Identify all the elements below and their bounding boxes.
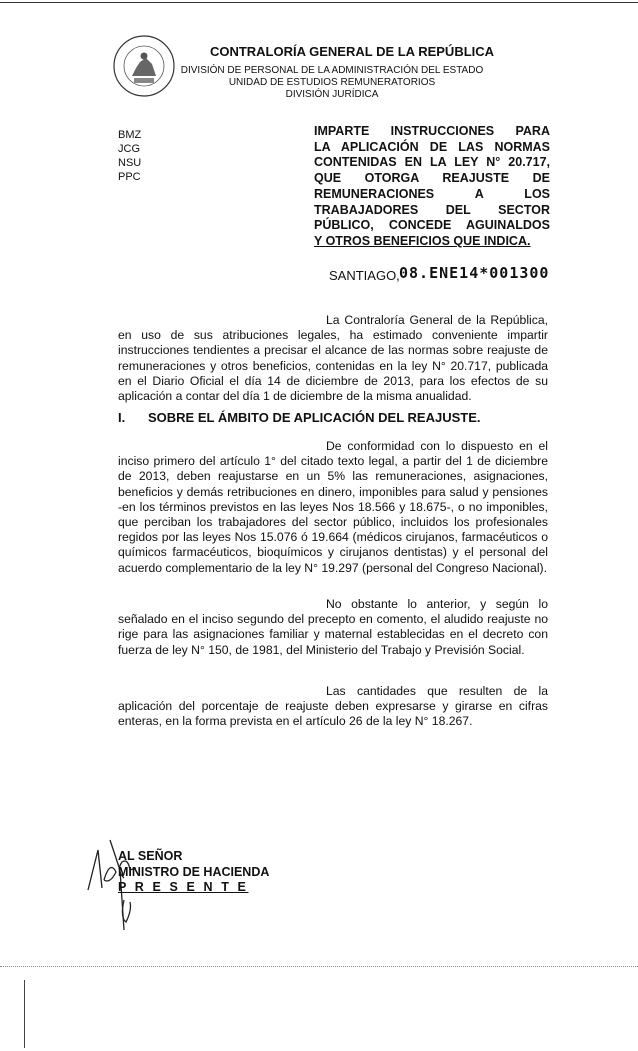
addressee-line: MINISTRO DE HACIENDA [118,864,270,879]
addressee-block [118,849,269,896]
division-line-1: DIVISIÓN DE PERSONAL DE LA ADMINISTRACIÓN DEL ESTADO [180,65,484,76]
paragraph-1-text: La Contraloría General de la República, en uso de sus atribuciones legales, ha estimado conveniente impartir instrucciones tendientes a precisar el alcance de las normas sobre reajuste de remuneraciones y otros beneficios, contenidas en la ley N° 20.717, publicada en el Diario Oficial el día 14 de diciembre de 2013, para los efectos de su aplicación a contar del día 1 de diciembre de la misma anualidad. [118,313,548,404]
document-number-stamp: 08.ENE14*001300 [399,264,550,282]
subject-block [314,124,550,250]
subject-line: REMUNERACIONES A LOS [314,186,550,201]
top-rule [0,2,638,3]
dotted-divider [0,966,638,968]
institution-title: CONTRALORÍA GENERAL DE LA REPÚBLICA [209,44,495,59]
subject-line: TRABAJADORES DEL SECTOR [314,202,550,217]
division-line-3: DIVISIÓN JURÍDICA [285,89,379,100]
initial: JCG [118,143,140,155]
paragraph-4-text: Las cantidades que resulten de la aplicación del porcentaje de reajuste deben expresarse y girarse en cifras enteras, en la forma prevista en el artículo 26 de la ley N° 18.267. [118,684,548,729]
addressee-presente: P R E S E N T E [118,880,249,894]
paragraph-1 [118,313,548,404]
reference-initials [118,128,141,184]
subject-line: CONTENIDAS EN LA LEY N° 20.717, [314,155,550,170]
paragraph-2-text: De conformidad con lo dispuesto en el inciso primero del artículo 1° del citado texto legal, a partir del 1 de diciembre de 2013, deben reajustarse en un 5% las remuneraciones, asignaciones, beneficios y demás retribuciones en dinero, imponibles para salud y pensiones -en los términos previstos en las leyes Nos 18.566 y 18.675-, o no imponibles, que perciban los trabajadores del sector público, incluidos los profesionales regidos por las leyes Nos 15.076 ó 19.664 (médicos cirujanos, farmacéuticos o químicos farmacéuticos, bioquímicos y cirujanos dentistas) y el personal del acuerdo complementario de la ley N° 19.297 (personal del Congreso Nacional). [118,439,548,575]
contraloria-seal-icon [112,34,176,98]
section-heading [118,410,481,425]
addressee-line: AL SEÑOR [118,849,183,863]
initial: PPC [118,171,141,183]
initial: BMZ [118,129,142,141]
dateline-city: SANTIAGO, [329,268,400,283]
initial: NSU [118,157,142,169]
subject-line: PÚBLICO, CONCEDE AGUINALDOS [314,218,550,233]
subject-line: Y OTROS BENEFICIOS QUE INDICA. [314,233,531,248]
paragraph-3 [118,597,548,658]
division-line-2: UNIDAD DE ESTUDIOS REMUNERATORIOS [228,77,436,88]
paragraph-4 [118,684,548,730]
subject-line: IMPARTE INSTRUCCIONES PARA [314,124,550,138]
paragraph-3-text: No obstante lo anterior, y según lo señalado en el inciso segundo del precepto en comento, el aludido reajuste no rige para las asignaciones familiar y maternal establecidas en el decreto con fuerza de ley N° 150, de 1981, del Ministerio del Trabajo y Previsión Social. [118,597,548,657]
section-number: I. [118,410,126,425]
subject-line: LA APLICACIÓN DE LAS NORMAS [314,139,550,154]
paragraph-2 [118,439,548,576]
subject-line: QUE OTORGA REAJUSTE DE [314,171,550,186]
section-title: SOBRE EL ÁMBITO DE APLICACIÓN DEL REAJUSTE. [148,410,481,425]
margin-line [24,980,25,1048]
